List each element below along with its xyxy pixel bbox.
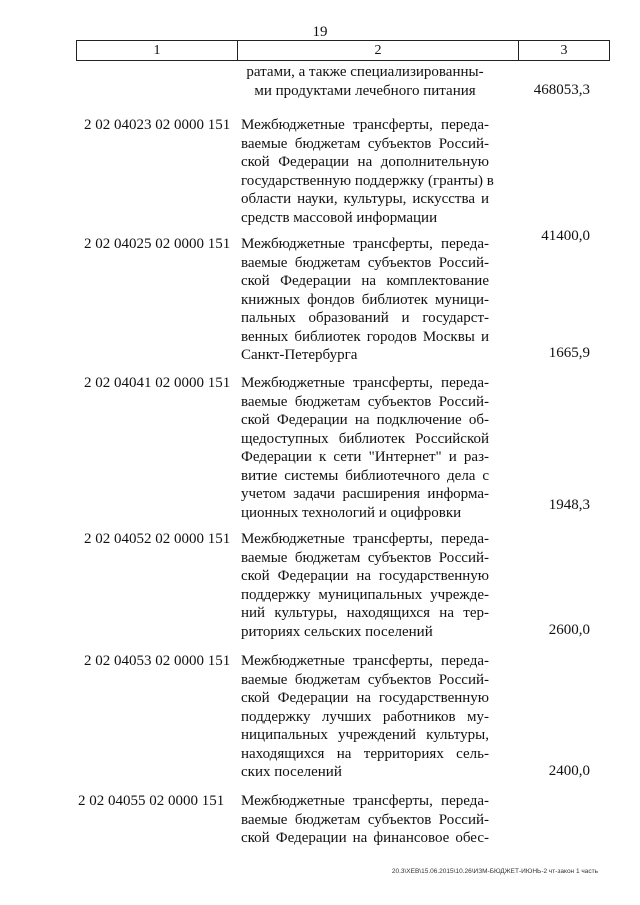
desc-line: риториях сельских поселений	[241, 623, 433, 640]
desc-line: Санкт-Петербурга	[241, 347, 358, 363]
desc-line: Федерации к сети "Интернет" и раз-	[241, 449, 489, 465]
desc-line: ваемые бюджетам субъектов Россий-	[241, 811, 489, 828]
desc-line: ской Федерации на государственную	[241, 568, 489, 584]
budget-code: 2 02 04023 02 0000 151	[84, 117, 231, 133]
row-description	[241, 652, 489, 782]
desc-line: пальных образований и государст-	[241, 310, 489, 326]
desc-line: ниципальных учреждений культуры,	[241, 727, 489, 743]
desc-line: Межбюджетные трансферты, переда-	[241, 236, 489, 252]
desc-line: книжных фондов библиотек муници-	[241, 291, 489, 308]
row-amount: 1665,9	[548, 345, 590, 361]
desc-line: Межбюджетные трансферты, переда-	[241, 531, 489, 547]
desc-line: ми продуктами лечебного питания	[254, 82, 476, 99]
page-number: 19	[312, 24, 328, 40]
budget-code: 2 02 04055 02 0000 151	[78, 793, 225, 809]
desc-line: венных библиотек городов Москвы и	[241, 328, 489, 345]
budget-code: 2 02 04025 02 0000 151	[84, 236, 231, 252]
desc-line: ционных технологий и оцифровки	[241, 504, 462, 521]
desc-line: ваемые бюджетам субъектов Россий-	[241, 671, 489, 688]
desc-line: ваемые бюджетам субъектов Россий-	[241, 393, 489, 410]
row-description	[241, 235, 489, 365]
desc-line: государственную поддержку (гранты) в	[241, 172, 494, 189]
table-header	[76, 40, 610, 61]
row-description	[241, 116, 494, 227]
desc-line: ской Федерации на дополнительную	[241, 154, 489, 170]
desc-line: щедоступных библиотек Российской	[241, 430, 489, 447]
desc-line: ских поселений	[241, 764, 342, 780]
desc-line: Межбюджетные трансферты, переда-	[241, 793, 489, 809]
row-description	[241, 530, 489, 641]
header-col-1: 1	[77, 41, 238, 60]
row-amount: 2400,0	[548, 763, 590, 779]
budget-code: 2 02 04041 02 0000 151	[84, 375, 231, 391]
desc-line: находящихся на территориях сель-	[241, 745, 489, 762]
continuation-description	[241, 63, 489, 100]
row-description	[241, 792, 489, 848]
budget-code: 2 02 04052 02 0000 151	[84, 531, 231, 547]
desc-line: области науки, культуры, искусства и	[241, 191, 489, 207]
row-amount: 1948,3	[548, 497, 590, 513]
desc-line: учетом задачи расширения информа-	[241, 486, 489, 502]
desc-line: ваемые бюджетам субъектов Россий-	[241, 549, 489, 566]
row-amount: 2600,0	[548, 622, 590, 638]
row-amount: 41400,0	[541, 228, 590, 244]
desc-line: ской Федерации на подключение об-	[241, 412, 489, 428]
header-col-2: 2	[238, 41, 519, 60]
desc-line: Межбюджетные трансферты, переда-	[241, 375, 489, 391]
desc-line: ской Федерации на государственную	[241, 690, 489, 706]
continuation-amount: 468053,3	[533, 82, 590, 98]
desc-line: ваемые бюджетам субъектов Россий-	[241, 135, 489, 152]
row-description	[241, 374, 489, 522]
document-footer: 20.3\XEB\15.06.2015\10.26\ИЗМ-БЮДЖЕТ-ИЮНЬ-2 чт-закон 1 часть	[391, 868, 598, 875]
desc-line: ваемые бюджетам субъектов Россий-	[241, 254, 489, 271]
desc-line: витие системы библиотечного дела с	[241, 467, 489, 484]
header-col-3: 3	[560, 43, 568, 58]
desc-line: ской Федерации на финансовое обес-	[241, 830, 489, 846]
desc-line: ратами, а также специализированны-	[246, 64, 484, 80]
desc-line: средств массовой информации	[241, 209, 438, 226]
desc-line: ний культуры, находящихся на тер-	[241, 605, 489, 621]
desc-line: Межбюджетные трансферты, переда-	[241, 653, 489, 669]
desc-line: поддержку лучших работников му-	[241, 708, 489, 725]
desc-line: ской Федерации на комплектование	[241, 273, 489, 289]
desc-line: поддержку муниципальных учрежде-	[241, 586, 489, 603]
budget-code: 2 02 04053 02 0000 151	[84, 653, 231, 669]
desc-line: Межбюджетные трансферты, переда-	[241, 117, 489, 133]
